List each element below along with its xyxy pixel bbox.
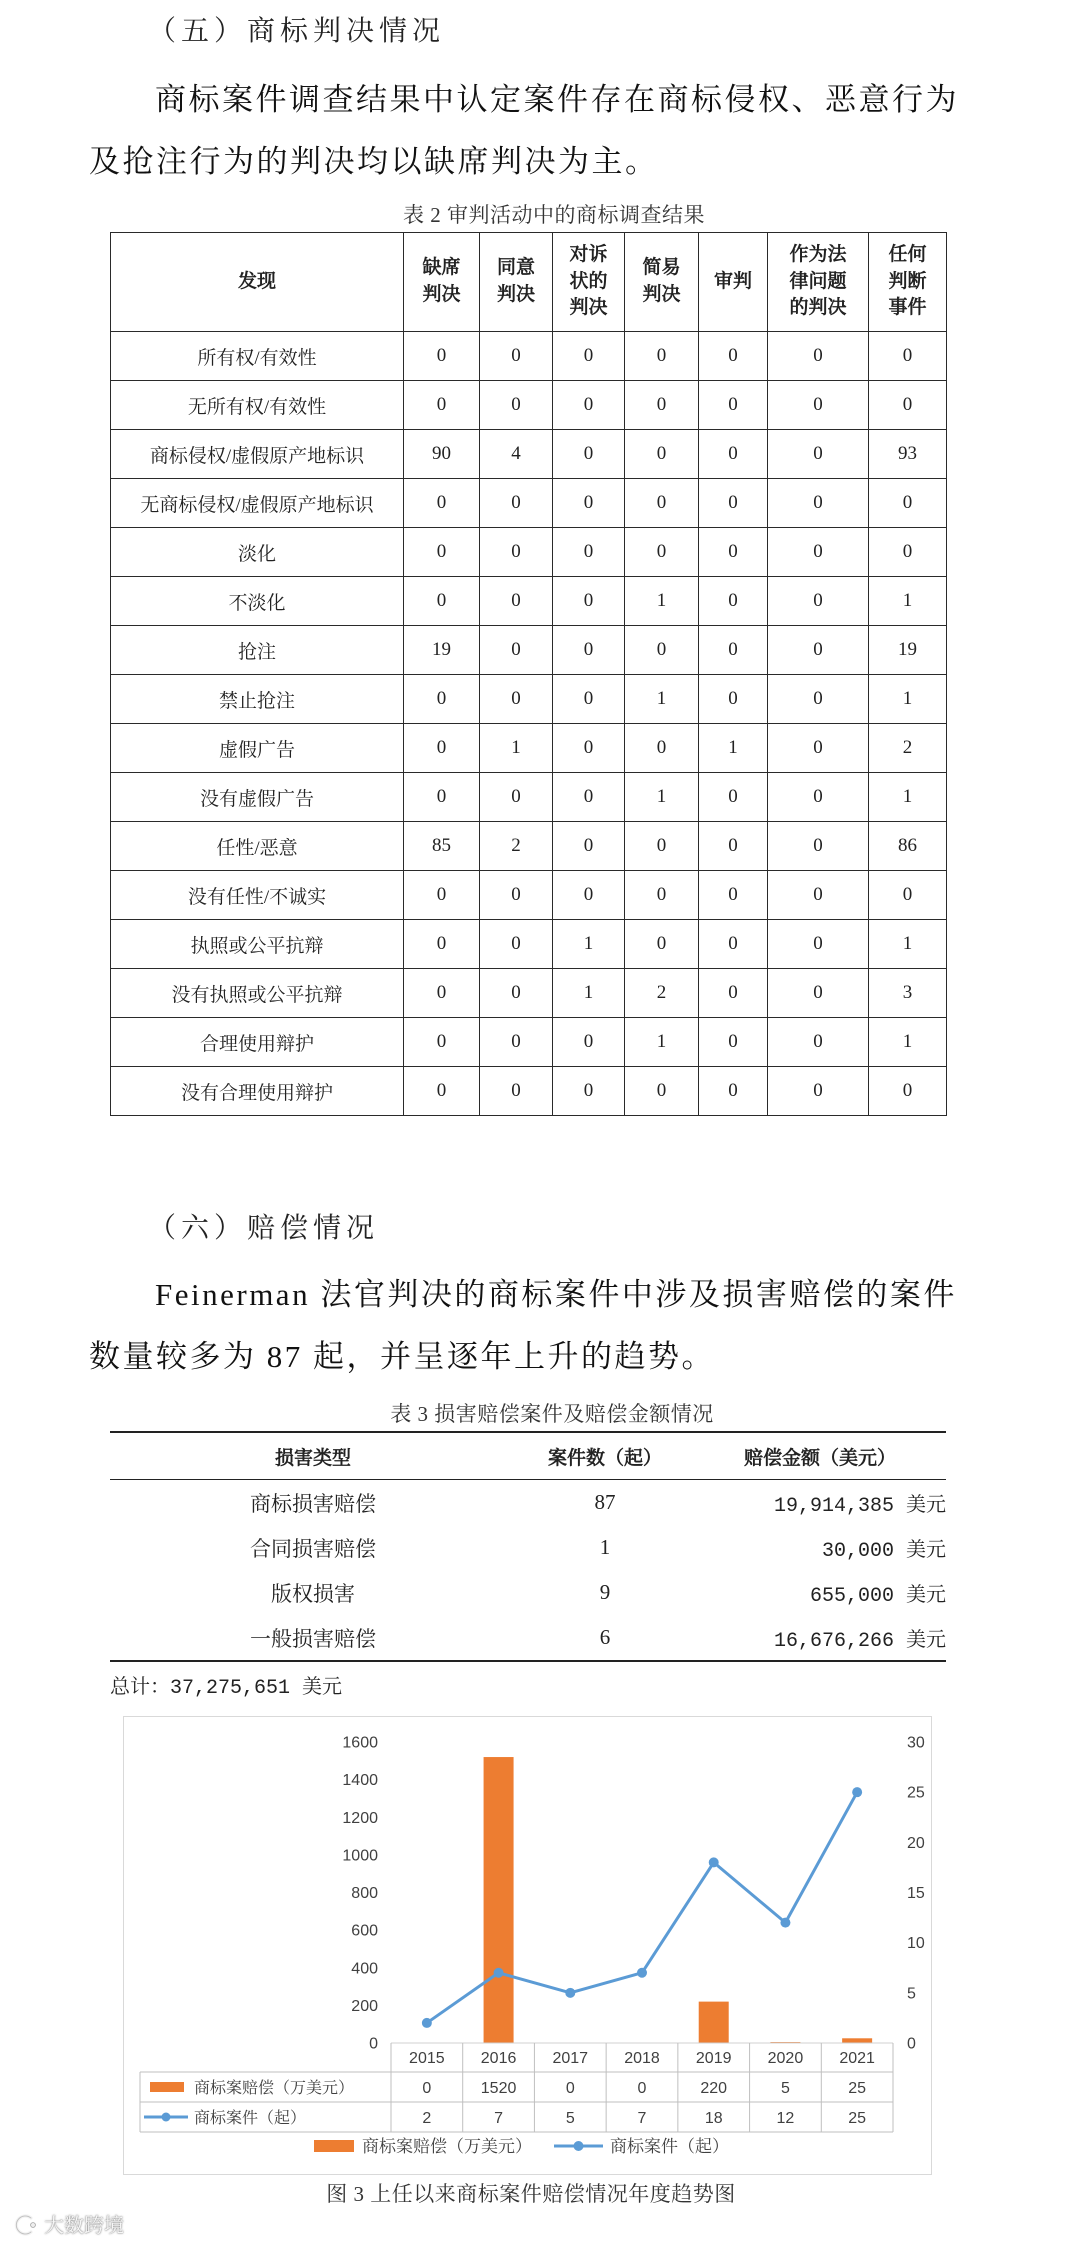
cell-summary-judgment: 0 <box>625 381 699 430</box>
cell-judgment-on-pleadings: 1 <box>553 920 625 969</box>
damage-amount: 30,000 美元 <box>821 1539 946 1563</box>
left-axis-tick-label: 800 <box>351 1885 378 1902</box>
data-table-compensation-value: 0 <box>637 2080 647 2097</box>
data-table-bar-key <box>150 2082 184 2092</box>
header-finding: 发现 <box>111 233 404 332</box>
cell-summary-judgment: 0 <box>625 430 699 479</box>
data-table-case-count-value: 7 <box>494 2110 504 2127</box>
finding-label: 无所有权/有效性 <box>111 381 404 430</box>
table3-header-row <box>110 1432 946 1480</box>
line-point-2020 <box>780 1918 790 1928</box>
data-table-line-key-marker <box>162 2113 171 2122</box>
cell-consent-judgment: 0 <box>480 675 553 724</box>
table2-header-row <box>111 233 947 332</box>
header-judgment-as-matter-of-law: 作为法 律问题 的判决 <box>768 233 869 332</box>
cell-any-disposition: 1 <box>869 1018 947 1067</box>
cell-any-disposition: 1 <box>869 920 947 969</box>
damage-amount: 655,000 美元 <box>809 1584 946 1608</box>
left-axis-tick-label: 1000 <box>342 1847 378 1865</box>
finding-label: 不淡化 <box>111 577 404 626</box>
cell-summary-judgment: 0 <box>625 332 699 381</box>
finding-label: 没有执照或公平抗辩 <box>111 969 404 1018</box>
cell-trial: 0 <box>699 479 768 528</box>
table3-body <box>110 1480 946 1662</box>
finding-label: 合理使用辩护 <box>111 1018 404 1067</box>
cell-any-disposition: 0 <box>869 381 947 430</box>
cell-trial: 0 <box>699 626 768 675</box>
cell-consent-judgment: 1 <box>480 724 553 773</box>
cell-summary-judgment: 0 <box>625 920 699 969</box>
cell-judgment-as-matter-of-law: 0 <box>768 920 869 969</box>
cell-default-judgment: 0 <box>404 969 480 1018</box>
data-table-compensation-value: 0 <box>565 2080 575 2097</box>
cell-trial: 0 <box>699 381 768 430</box>
damage-type: 商标损害赔偿 <box>250 1491 376 1516</box>
cell-any-disposition: 1 <box>869 577 947 626</box>
case-count: 6 <box>516 1615 694 1661</box>
cell-summary-judgment: 0 <box>625 871 699 920</box>
table2-row <box>111 381 947 430</box>
watermark <box>12 2212 124 2238</box>
cell-judgment-as-matter-of-law: 0 <box>768 724 869 773</box>
table2-caption: 表 2 审判活动中的商标调查结果 <box>403 203 705 227</box>
table2-row <box>111 430 947 479</box>
cell-judgment-as-matter-of-law: 0 <box>768 969 869 1018</box>
cell-summary-judgment: 0 <box>625 479 699 528</box>
data-table-year: 2019 <box>695 2050 732 2067</box>
header-default-judgment: 缺席 判决 <box>404 233 480 332</box>
data-table-case-count-value: 25 <box>848 2110 867 2127</box>
table2-row <box>111 626 947 675</box>
bar-2021 <box>842 2038 872 2043</box>
cell-judgment-on-pleadings: 0 <box>553 577 625 626</box>
cell-judgment-as-matter-of-law: 0 <box>768 577 869 626</box>
table2-row <box>111 675 947 724</box>
legend-bar-swatch <box>314 2140 354 2152</box>
cell-trial: 0 <box>699 969 768 1018</box>
damages-total: 总计：37,275,651 美元 <box>110 1677 343 1700</box>
cell-any-disposition: 1 <box>869 675 947 724</box>
finding-label: 所有权/有效性 <box>111 332 404 381</box>
right-axis-tick-label: 10 <box>907 1935 925 1953</box>
cell-any-disposition: 0 <box>869 1067 947 1116</box>
cell-trial: 0 <box>699 430 768 479</box>
cell-any-disposition: 19 <box>869 626 947 675</box>
cell-judgment-on-pleadings: 0 <box>553 871 625 920</box>
data-table-case-count-value: 12 <box>776 2110 795 2127</box>
data-table-compensation-value: 1520 <box>480 2080 517 2097</box>
finding-label: 淡化 <box>111 528 404 577</box>
cell-default-judgment: 0 <box>404 577 480 626</box>
cell-trial: 1 <box>699 724 768 773</box>
cell-default-judgment: 0 <box>404 381 480 430</box>
cell-judgment-as-matter-of-law: 0 <box>768 626 869 675</box>
data-table-compensation-value: 25 <box>848 2080 867 2097</box>
watermark-logo-icon <box>12 2213 38 2237</box>
header-any-disposition: 任何 判断 事件 <box>869 233 947 332</box>
table2-head <box>111 233 947 332</box>
finding-label: 任性/恶意 <box>111 822 404 871</box>
cell-summary-judgment: 1 <box>625 773 699 822</box>
left-axis-tick-label: 200 <box>351 1997 378 2015</box>
table3-row <box>110 1525 946 1570</box>
cell-consent-judgment: 0 <box>480 871 553 920</box>
cell-judgment-on-pleadings: 0 <box>553 528 625 577</box>
section-6-paragraph-line-1: Feinerman 法官判决的商标案件中涉及损害赔偿的案件 <box>155 1277 957 1312</box>
cell-consent-judgment: 0 <box>480 577 553 626</box>
table2-row <box>111 969 947 1018</box>
header-case-count: 案件数（起） <box>516 1432 694 1480</box>
bar-2016 <box>484 1757 514 2043</box>
cell-default-judgment: 0 <box>404 675 480 724</box>
cell-consent-judgment: 4 <box>480 430 553 479</box>
finding-label: 没有虚假广告 <box>111 773 404 822</box>
cell-default-judgment: 0 <box>404 479 480 528</box>
legend-line-marker <box>574 2141 584 2151</box>
watermark-text: 大数跨境 <box>44 2213 124 2237</box>
cell-trial: 0 <box>699 1067 768 1116</box>
right-axis-tick-label: 25 <box>907 1784 925 1802</box>
line-point-2015 <box>422 2018 432 2028</box>
cell-judgment-on-pleadings: 0 <box>553 626 625 675</box>
cell-any-disposition: 86 <box>869 822 947 871</box>
cell-any-disposition: 0 <box>869 332 947 381</box>
cell-summary-judgment: 0 <box>625 822 699 871</box>
cell-default-judgment: 0 <box>404 724 480 773</box>
cell-summary-judgment: 2 <box>625 969 699 1018</box>
table2-row <box>111 871 947 920</box>
cell-trial: 0 <box>699 675 768 724</box>
cell-trial: 0 <box>699 920 768 969</box>
section-6-paragraph-line-2: 数量较多为 87 起，并呈逐年上升的趋势。 <box>89 1339 715 1374</box>
table3-row <box>110 1615 946 1661</box>
cell-default-judgment: 90 <box>404 430 480 479</box>
damage-type: 一般损害赔偿 <box>110 1615 516 1661</box>
cell-trial: 0 <box>699 332 768 381</box>
cell-judgment-as-matter-of-law: 0 <box>768 430 869 479</box>
left-axis-tick-label: 1600 <box>342 1734 378 1752</box>
cell-judgment-as-matter-of-law: 0 <box>768 675 869 724</box>
right-axis-tick-label: 15 <box>907 1885 925 1902</box>
legend-label-compensation: 商标案赔偿（万美元） <box>362 2137 532 2156</box>
left-axis-tick-label: 400 <box>351 1960 378 1978</box>
cell-default-judgment: 0 <box>404 871 480 920</box>
bar-2019 <box>699 2002 729 2043</box>
line-point-2019 <box>709 1857 719 1867</box>
cell-judgment-as-matter-of-law: 0 <box>768 381 869 430</box>
cell-default-judgment: 0 <box>404 773 480 822</box>
cell-default-judgment: 0 <box>404 528 480 577</box>
header-trial: 审判 <box>699 233 768 332</box>
case-count: 9 <box>599 1580 611 1604</box>
cell-summary-judgment: 0 <box>625 724 699 773</box>
cell-any-disposition: 93 <box>869 430 947 479</box>
cell-default-judgment: 19 <box>404 626 480 675</box>
cell-judgment-on-pleadings: 0 <box>553 675 625 724</box>
section-5-paragraph-line-2: 及抢注行为的判决均以缺席判决为主。 <box>89 144 659 179</box>
cell-trial: 0 <box>699 1018 768 1067</box>
cell-judgment-as-matter-of-law: 0 <box>768 1067 869 1116</box>
damages-table <box>110 1431 946 1662</box>
left-axis-tick-label: 1400 <box>342 1772 378 1790</box>
right-axis-tick-label: 20 <box>907 1834 925 1852</box>
finding-label: 抢注 <box>111 626 404 675</box>
trademark-findings-table <box>110 232 947 1116</box>
data-table-case-count-value: 18 <box>704 2110 723 2127</box>
right-axis-tick-label: 30 <box>907 1734 925 1752</box>
data-table-year: 2015 <box>409 2050 445 2067</box>
finding-label: 虚假广告 <box>111 724 404 773</box>
table2-row <box>111 577 947 626</box>
table2-row <box>111 920 947 969</box>
cell-consent-judgment: 0 <box>480 332 553 381</box>
cell-consent-judgment: 0 <box>480 479 553 528</box>
data-table-compensation-value: 5 <box>780 2080 790 2097</box>
table2-row <box>111 528 947 577</box>
finding-label: 禁止抢注 <box>111 675 404 724</box>
cell-judgment-on-pleadings: 0 <box>553 1018 625 1067</box>
table2-row <box>111 822 947 871</box>
cell-consent-judgment: 0 <box>480 528 553 577</box>
finding-label: 商标侵权/虚假原产地标识 <box>111 430 404 479</box>
cell-judgment-on-pleadings: 0 <box>553 822 625 871</box>
cell-consent-judgment: 0 <box>480 920 553 969</box>
cell-summary-judgment: 0 <box>625 1067 699 1116</box>
data-table-series-label-cases: 商标案件（起） <box>194 2110 307 2127</box>
cell-any-disposition: 2 <box>869 724 947 773</box>
cell-trial: 0 <box>699 528 768 577</box>
cell-judgment-as-matter-of-law: 0 <box>768 1018 869 1067</box>
line-point-2017 <box>565 1988 575 1998</box>
table2-row <box>111 1067 947 1116</box>
cell-default-judgment: 0 <box>404 1018 480 1067</box>
cell-any-disposition: 1 <box>869 773 947 822</box>
cell-judgment-on-pleadings: 0 <box>553 724 625 773</box>
cell-judgment-on-pleadings: 0 <box>553 381 625 430</box>
left-axis-tick-label: 600 <box>351 1922 378 1940</box>
section-5-paragraph-line-1: 商标案件调查结果中认定案件存在商标侵权、恶意行为 <box>155 82 959 117</box>
data-table-compensation-value: 220 <box>700 2080 728 2097</box>
cell-judgment-on-pleadings: 0 <box>553 1067 625 1116</box>
line-point-2018 <box>637 1968 647 1978</box>
table3-caption: 表 3 损害赔偿案件及赔偿金额情况 <box>390 1402 714 1426</box>
cell-consent-judgment: 0 <box>480 381 553 430</box>
cell-any-disposition: 0 <box>869 528 947 577</box>
header-damage-amount: 赔偿金额（美元） <box>694 1432 946 1480</box>
cell-trial: 0 <box>699 577 768 626</box>
data-table-case-count-value: 2 <box>422 2110 432 2127</box>
line-point-2021 <box>852 1787 862 1797</box>
cell-any-disposition: 0 <box>869 871 947 920</box>
cell-trial: 0 <box>699 773 768 822</box>
data-table-year: 2021 <box>839 2050 875 2067</box>
table3-row <box>110 1570 946 1615</box>
cell-any-disposition: 3 <box>869 969 947 1018</box>
cell-judgment-as-matter-of-law: 0 <box>768 479 869 528</box>
case-count: 1 <box>599 1535 611 1559</box>
right-axis-tick-label: 5 <box>907 1985 916 2003</box>
table2-body <box>111 332 947 1116</box>
data-table-year: 2018 <box>624 2050 660 2067</box>
data-table-year: 2020 <box>767 2050 804 2067</box>
cell-consent-judgment: 0 <box>480 626 553 675</box>
cell-judgment-on-pleadings: 0 <box>553 332 625 381</box>
line-point-2016 <box>494 1968 504 1978</box>
table2-row <box>111 724 947 773</box>
cell-default-judgment: 0 <box>404 1067 480 1116</box>
data-table-year: 2016 <box>480 2050 517 2067</box>
cell-judgment-on-pleadings: 1 <box>553 969 625 1018</box>
legend-label-cases: 商标案件（起） <box>610 2137 729 2156</box>
cell-consent-judgment: 0 <box>480 1018 553 1067</box>
finding-label: 没有合理使用辩护 <box>111 1067 404 1116</box>
data-table-case-count-value: 5 <box>565 2110 575 2127</box>
header-consent-judgment: 同意 判决 <box>480 233 553 332</box>
table3-row <box>110 1480 946 1526</box>
data-table-case-count-value: 7 <box>637 2110 647 2127</box>
header-damage-type: 损害类型 <box>110 1432 516 1480</box>
cell-judgment-on-pleadings: 0 <box>553 479 625 528</box>
table2-row <box>111 1018 947 1067</box>
table2-row <box>111 332 947 381</box>
case-count: 87 <box>594 1490 616 1514</box>
cell-consent-judgment: 0 <box>480 773 553 822</box>
left-axis-tick-label: 1200 <box>342 1809 378 1827</box>
cell-judgment-on-pleadings: 0 <box>553 430 625 479</box>
cell-consent-judgment: 0 <box>480 1067 553 1116</box>
cell-default-judgment: 0 <box>404 332 480 381</box>
cell-summary-judgment: 0 <box>625 528 699 577</box>
cell-default-judgment: 85 <box>404 822 480 871</box>
cell-summary-judgment: 0 <box>625 626 699 675</box>
cell-default-judgment: 0 <box>404 920 480 969</box>
table2-row <box>111 479 947 528</box>
cell-consent-judgment: 2 <box>480 822 553 871</box>
section-5-heading: （五）商标判决情况 <box>148 16 446 47</box>
finding-label: 无商标侵权/虚假原产地标识 <box>111 479 404 528</box>
finding-label: 执照或公平抗辩 <box>111 920 404 969</box>
data-table-year: 2017 <box>552 2050 589 2067</box>
header-judgment-on-pleadings: 对诉 状的 判决 <box>553 233 625 332</box>
cell-trial: 0 <box>699 871 768 920</box>
cell-summary-judgment: 1 <box>625 675 699 724</box>
table3-head <box>110 1432 946 1480</box>
left-axis-tick-label: 0 <box>369 2035 378 2053</box>
damage-amount: 16,676,266 美元 <box>694 1615 946 1661</box>
cell-judgment-as-matter-of-law: 0 <box>768 773 869 822</box>
figure3-caption: 图 3 上任以来商标案件赔偿情况年度趋势图 <box>326 2182 736 2206</box>
cell-judgment-on-pleadings: 0 <box>553 773 625 822</box>
cell-any-disposition: 0 <box>869 479 947 528</box>
cell-judgment-as-matter-of-law: 0 <box>768 822 869 871</box>
cell-trial: 0 <box>699 822 768 871</box>
damage-type: 合同损害赔偿 <box>250 1536 376 1561</box>
cell-judgment-as-matter-of-law: 0 <box>768 332 869 381</box>
section-6-heading: （六）赔偿情况 <box>148 1213 380 1244</box>
cell-judgment-as-matter-of-law: 0 <box>768 871 869 920</box>
damage-type: 版权损害 <box>271 1581 355 1606</box>
cell-consent-judgment: 0 <box>480 969 553 1018</box>
cell-summary-judgment: 1 <box>625 1018 699 1067</box>
table2-row <box>111 773 947 822</box>
data-table-series-label-compensation: 商标案赔偿（万美元） <box>194 2080 355 2097</box>
right-axis-tick-label: 0 <box>907 2035 916 2053</box>
damages-trend-chart <box>123 1716 932 2175</box>
data-table-compensation-value: 0 <box>422 2080 432 2097</box>
cell-summary-judgment: 1 <box>625 577 699 626</box>
cell-judgment-as-matter-of-law: 0 <box>768 528 869 577</box>
damage-amount: 19,914,385 美元 <box>773 1494 946 1518</box>
finding-label: 没有任性/不诚实 <box>111 871 404 920</box>
chart-canvas <box>124 1717 931 2174</box>
header-summary-judgment: 简易 判决 <box>625 233 699 332</box>
